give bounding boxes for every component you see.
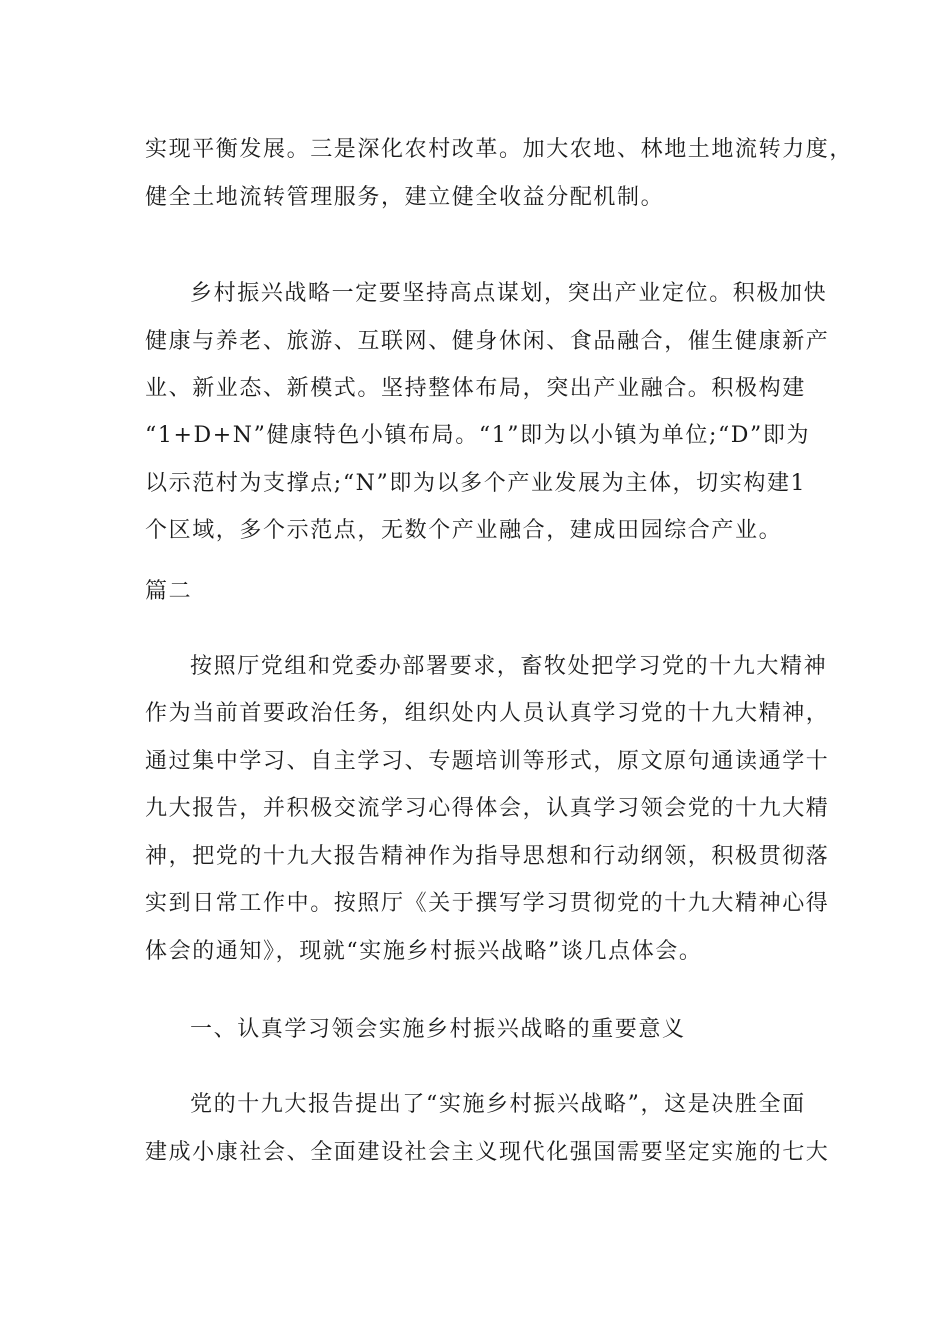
text-line: 神，把党的十九大报告精神作为指导思想和行动纲领，积极贯彻落	[145, 844, 830, 869]
text-line: 实现平衡发展。三是深化农村改革。加大农地、林地土地流转力度，	[145, 137, 854, 162]
text-line: 按照厅党组和党委办部署要求，畜牧处把学习党的十九大精神	[190, 654, 828, 679]
text-line: 作为当前首要政治任务，组织处内人员认真学习党的十九大精神，	[145, 701, 830, 726]
text-line: 乡村振兴战略一定要坚持高点谋划，突出产业定位。积极加快	[190, 281, 828, 306]
text-line: 建成小康社会、全面建设社会主义现代化强国需要坚定实施的七大	[145, 1140, 830, 1165]
text-line: 实到日常工作中。按照厅《关于撰写学习贯彻党的十九大精神心得	[145, 891, 830, 916]
text-line: 业、新业态、新模式。坚持整体布局，突出产业融合。积极构建	[145, 376, 806, 401]
text-line: 以示范村为支撑点;“N”即为以多个产业发展为主体，切实构建1	[145, 471, 807, 496]
subsection-heading: 一、认真学习领会实施乡村振兴战略的重要意义	[190, 1017, 686, 1042]
text-line: 通过集中学习、自主学习、专题培训等形式，原文原句通读通学十	[145, 749, 830, 774]
text-line: 个区域，多个示范点，无数个产业融合，建成田园综合产业。	[145, 518, 783, 543]
text-line: 健全土地流转管理服务，建立健全收益分配机制。	[145, 185, 665, 210]
section-heading: 篇二	[145, 579, 193, 604]
text-line: 党的十九大报告提出了“实施乡村振兴战略”，这是决胜全面	[190, 1092, 806, 1117]
text-line: 九大报告，并积极交流学习心得体会，认真学习领会党的十九大精	[145, 796, 830, 821]
text-line: 体会的通知》，现就“实施乡村振兴战略”谈几点体会。	[145, 939, 703, 964]
text-line: “1+D+N”健康特色小镇布局。“1”即为以小镇为单位;“D”即为	[145, 423, 811, 448]
text-line: 健康与养老、旅游、互联网、健身休闲、食品融合，催生健康新产	[145, 329, 830, 354]
